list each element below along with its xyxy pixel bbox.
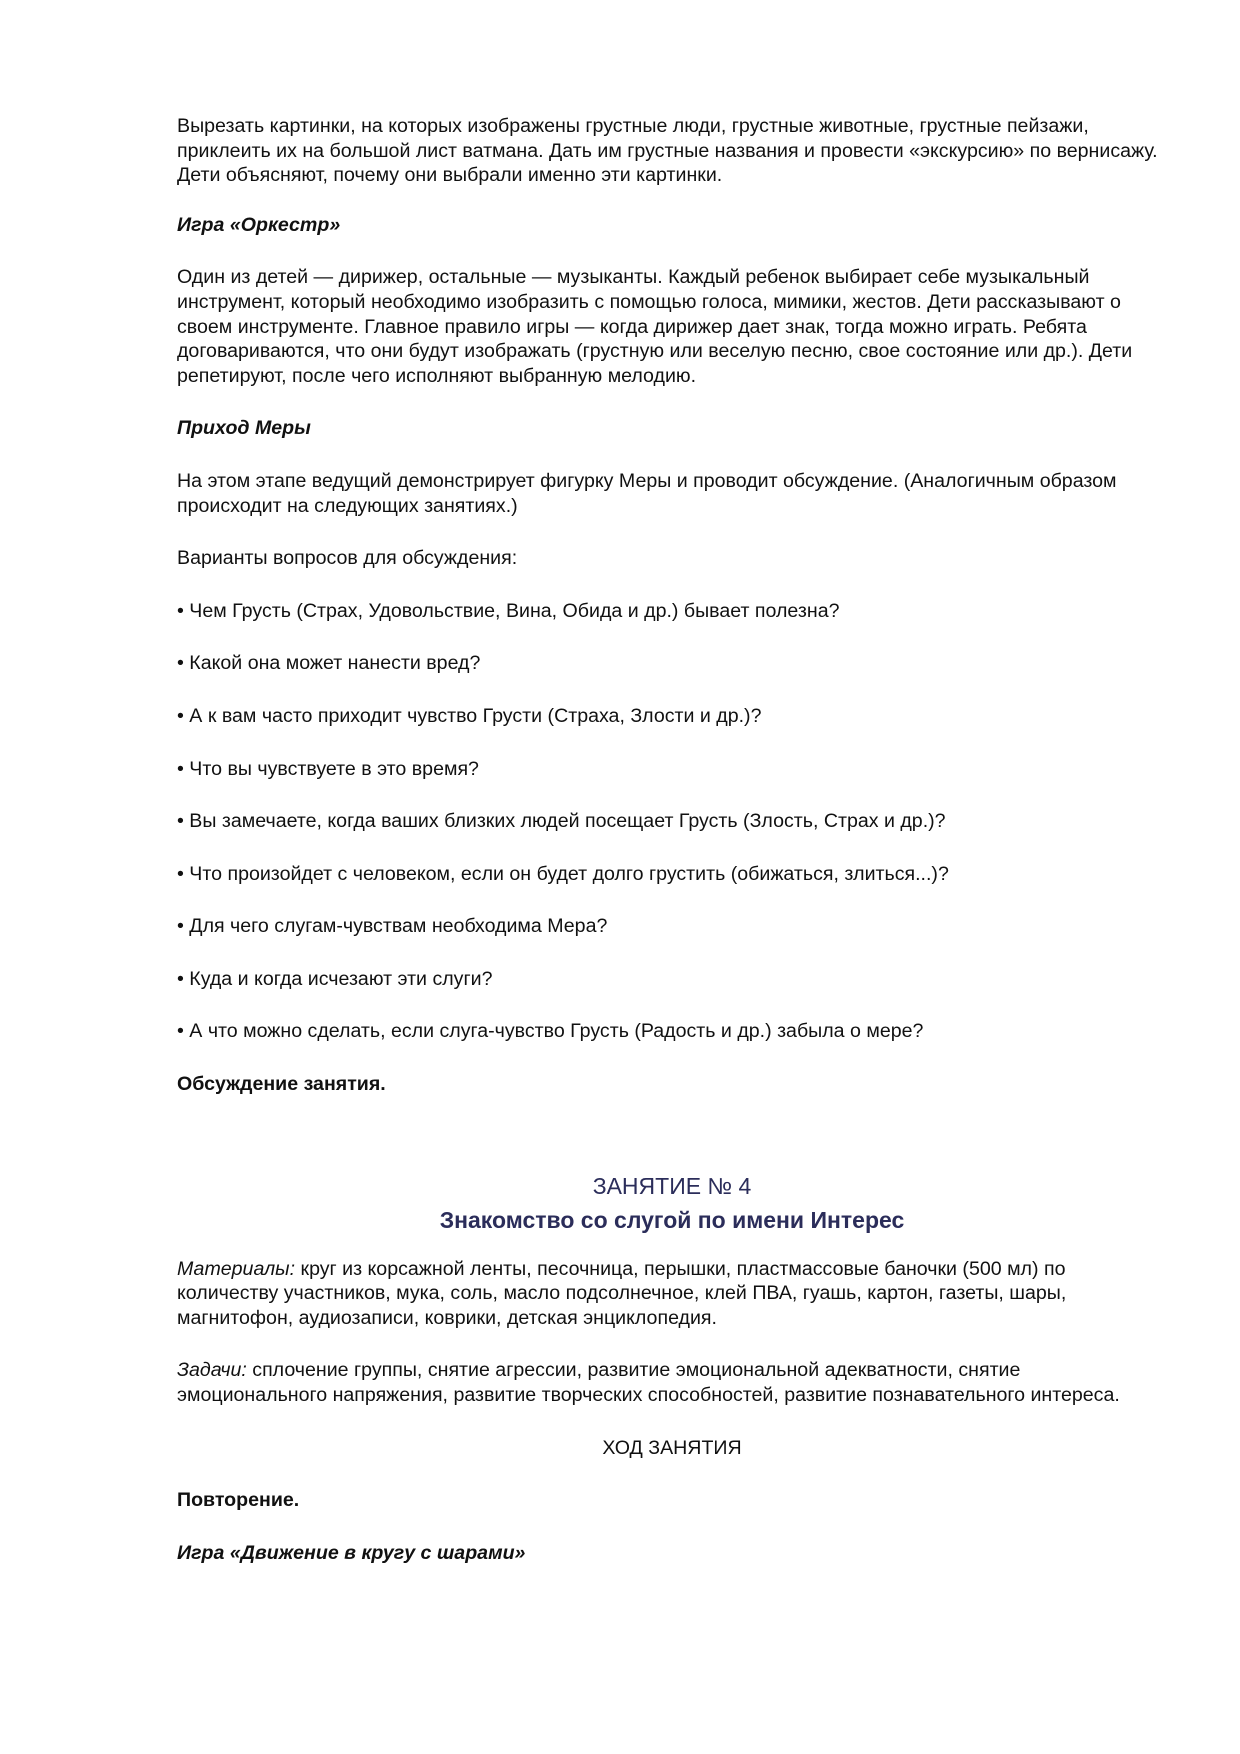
orchestra-text: Один из детей — дирижер, остальные — музыканты. Каждый ребенок выбирает себе музыкальный инструмент, который необходимо изобразить с помощью голоса, мимики, жестов. Дети рассказывают о своем инструменте. Главное правило игры — когда дирижер дает знак, тогда можно играть. Ребята договариваются, что они будут изображать (грустную или веселую песню, свое состояние или др.). Дети репетируют, после чего исполняют выбранную мелодию. — [177, 266, 1133, 387]
list-item: • Что произойдет с человеком, если он будет долго грустить (обижаться, злиться...)? — [177, 862, 949, 885]
tasks-text: сплочение группы, снятие агрессии, развитие эмоциональной адекватности, снятие эмоционального напряжения, развитие творческих способностей, развитие познавательного интереса. — [177, 1359, 1120, 1407]
list-item: • А к вам часто приходит чувство Грусти (Страха, Злости и др.)? — [177, 704, 762, 727]
list-item: • Что вы чувствуете в это время? — [177, 757, 479, 780]
measure-text: На этом этапе ведущий демонстрирует фигурку Меры и проводит обсуждение. (Аналогичным образом происходит на следующих занятиях.) — [177, 469, 1117, 517]
orchestra-heading: Игра «Оркестр» — [177, 213, 341, 236]
list-item: • А что можно сделать, если слуга-чувство Грусть (Радость и др.) забыла о мере? — [177, 1020, 924, 1043]
list-item: • Чем Грусть (Страх, Удовольствие, Вина, Обида и др.) бывает полезна? — [177, 599, 840, 622]
materials-paragraph — [177, 1257, 1167, 1331]
materials-label: Материалы: — [177, 1257, 296, 1280]
list-item: • Для чего слугам-чувствам необходима Мера? — [177, 915, 608, 938]
list-item: • Куда и когда исчезают эти слуги? — [177, 967, 493, 990]
tasks-label: Задачи: — [177, 1359, 247, 1382]
intro-paragraph: Вырезать картинки, на которых изображены грустные люди, грустные животные, грустные пейзажи, приклеить их на большой лист ватмана. Дать им грустные названия и провести «экскурсию» по вернисажу. Дети объясняют, почему они выбрали именно эти картинки. — [177, 115, 1158, 187]
list-item: • Вы замечаете, когда ваших близких людей посещает Грусть (Злость, Страх и др.)? — [177, 810, 946, 833]
repeat-heading: Повторение. — [177, 1489, 300, 1512]
measure-heading: Приход Меры — [177, 417, 311, 440]
lesson-header — [177, 1169, 1167, 1237]
document-page — [177, 114, 1167, 1593]
questions-intro: Варианты вопросов для обсуждения: — [177, 547, 518, 570]
lesson-title: ЗАНЯТИЕ № 4 — [592, 1172, 752, 1199]
lesson-subtitle: Знакомство со слугой по имени Интерес — [439, 1206, 905, 1233]
list-item: • Какой она может нанести вред? — [177, 652, 481, 675]
course-heading: ХОД ЗАНЯТИЯ — [602, 1436, 742, 1459]
game-heading: Игра «Движение в кругу с шарами» — [177, 1541, 526, 1564]
materials-text: круг из корсажной ленты, песочница, перышки, пластмассовые баночки (500 мл) по количеству участников, мука, соль, масло подсолнечное, клей ПВА, гуашь, картон, газеты, шары, магнитофон, аудиозаписи, коврики, детская энциклопедия. — [177, 1257, 1067, 1329]
tasks-paragraph — [177, 1358, 1167, 1407]
questions-list — [177, 599, 1167, 1044]
discussion-heading: Обсуждение занятия. — [177, 1073, 386, 1096]
